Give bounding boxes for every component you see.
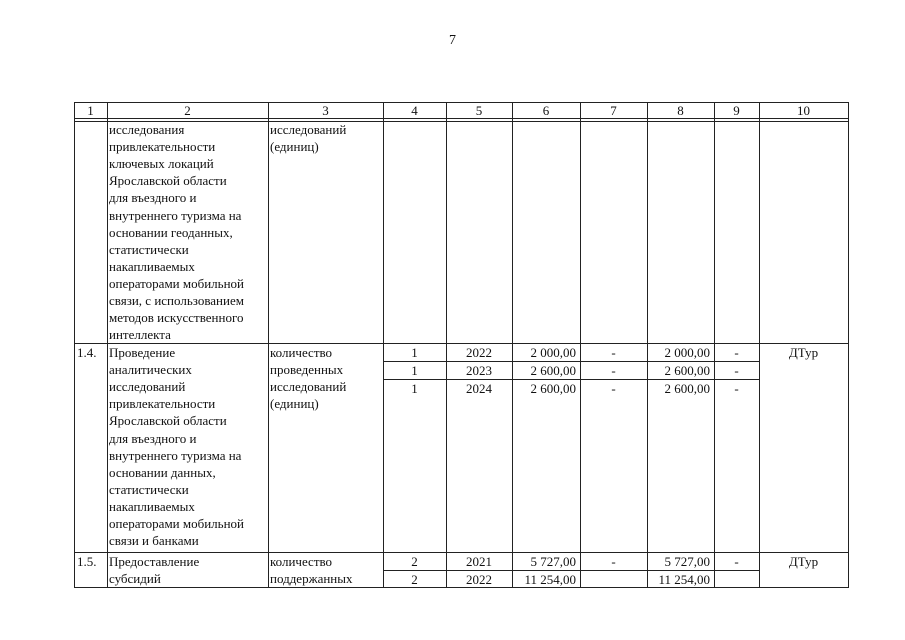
cell-amount-total: 5 727,00 — [530, 554, 576, 569]
cell-amount-total: 2 600,00 — [530, 363, 576, 378]
cell-year: 2021 — [466, 554, 492, 569]
cell-amount-federal: - — [611, 363, 616, 378]
cell-executor: ДТур — [788, 554, 819, 569]
row-desc-line: статистически — [109, 481, 189, 497]
cell-amount-other: - — [734, 363, 739, 378]
row-number: 1.4. — [77, 345, 97, 360]
row-desc-line: аналитических — [109, 362, 192, 378]
row-unit-line: поддержанных — [270, 571, 353, 587]
cell-quantity: 2 — [411, 572, 418, 587]
cont-desc-line: внутреннего туризма на — [109, 207, 242, 223]
cont-desc-line: статистически — [109, 241, 189, 257]
row-desc-line: операторами мобильной — [109, 516, 245, 531]
header-col-5: 5 — [475, 103, 483, 118]
cont-desc-line: для въездного и — [109, 190, 197, 206]
header-col-2: 2 — [184, 103, 191, 118]
cont-desc-line: исследования — [109, 122, 185, 137]
row-desc-line: Предоставление — [109, 554, 200, 569]
row-number: 1.5. — [77, 554, 97, 569]
cell-year: 2024 — [466, 381, 492, 396]
cell-amount-regional: 2 600,00 — [664, 363, 710, 378]
row-desc-line: привлекательности — [109, 396, 216, 412]
cell-amount-regional: 11 254,00 — [658, 572, 710, 587]
cont-desc-line: ключевых локаций — [109, 156, 214, 172]
header-col-7: 7 — [610, 103, 617, 118]
cont-desc-line: методов искусственного — [109, 310, 244, 326]
cell-amount-regional: 2 600,00 — [664, 381, 710, 396]
cell-year: 2022 — [466, 345, 492, 360]
header-col-1: 1 — [87, 103, 94, 118]
page-number: 7 — [449, 33, 456, 48]
cell-year: 2022 — [466, 572, 492, 587]
row-unit-line: количество — [270, 554, 333, 569]
cell-quantity: 1 — [411, 381, 418, 396]
row-unit-line: проведенных — [270, 362, 344, 378]
header-col-9: 9 — [733, 103, 740, 118]
cell-amount-other: - — [734, 554, 739, 569]
row-desc-line: для въездного и — [109, 430, 197, 446]
cell-amount-federal: - — [611, 381, 616, 396]
row-desc-line: основании данных, — [109, 464, 216, 480]
header-col-8: 8 — [677, 103, 684, 118]
cont-desc-line: интеллекта — [109, 327, 171, 343]
cont-desc-line: операторами мобильной — [109, 275, 245, 291]
cont-desc-line: связи, с использованием — [109, 293, 244, 308]
cell-amount-regional: 2 000,00 — [664, 345, 710, 360]
header-col-3: 3 — [322, 103, 329, 118]
cell-amount-total: 2 000,00 — [530, 345, 576, 360]
cell-amount-other: - — [734, 381, 739, 396]
cell-amount-regional: 5 727,00 — [664, 554, 710, 569]
cont-desc-line: привлекательности — [109, 139, 216, 155]
row-desc-line: внутреннего туризма на — [109, 447, 242, 463]
row-unit-line: (единиц) — [270, 396, 319, 412]
cell-amount-federal: - — [611, 345, 616, 360]
column-line-11 — [848, 102, 849, 588]
cell-amount-federal: - — [611, 554, 616, 569]
row-unit-line: исследований — [270, 379, 347, 395]
cont-desc-line: накапливаемых — [109, 258, 195, 274]
column-line-3 — [268, 102, 269, 588]
row-desc-line: исследований — [109, 379, 186, 395]
cont-desc-line: Ярославской области — [109, 173, 227, 189]
row-desc-line: накапливаемых — [109, 498, 195, 514]
header-col-6: 6 — [542, 103, 550, 118]
header-col-4: 4 — [411, 103, 418, 118]
cell-amount-other: - — [734, 345, 739, 360]
cell-quantity: 2 — [411, 554, 418, 569]
row-desc-line: Ярославской области — [109, 413, 227, 429]
cell-quantity: 1 — [411, 363, 418, 378]
cell-amount-total: 11 254,00 — [524, 572, 576, 587]
cell-executor: ДТур — [788, 345, 819, 360]
cont-desc-line: основании геоданных, — [109, 224, 233, 240]
cell-year: 2023 — [466, 363, 492, 378]
header-double-rule — [74, 121, 849, 122]
cont-unit-line: (единиц) — [270, 139, 319, 155]
cell-amount-total: 2 600,00 — [530, 381, 576, 396]
row-desc-line: связи и банками — [109, 533, 199, 549]
column-line-2 — [107, 102, 108, 588]
cont-unit-line: исследований — [270, 122, 347, 137]
cell-quantity: 1 — [411, 345, 418, 360]
row-desc-line: субсидий — [109, 571, 161, 587]
column-line-1 — [74, 102, 75, 588]
row-unit-line: количество — [270, 345, 333, 360]
row-desc-line: Проведение — [109, 345, 176, 360]
header-col-10: 10 — [797, 103, 810, 118]
